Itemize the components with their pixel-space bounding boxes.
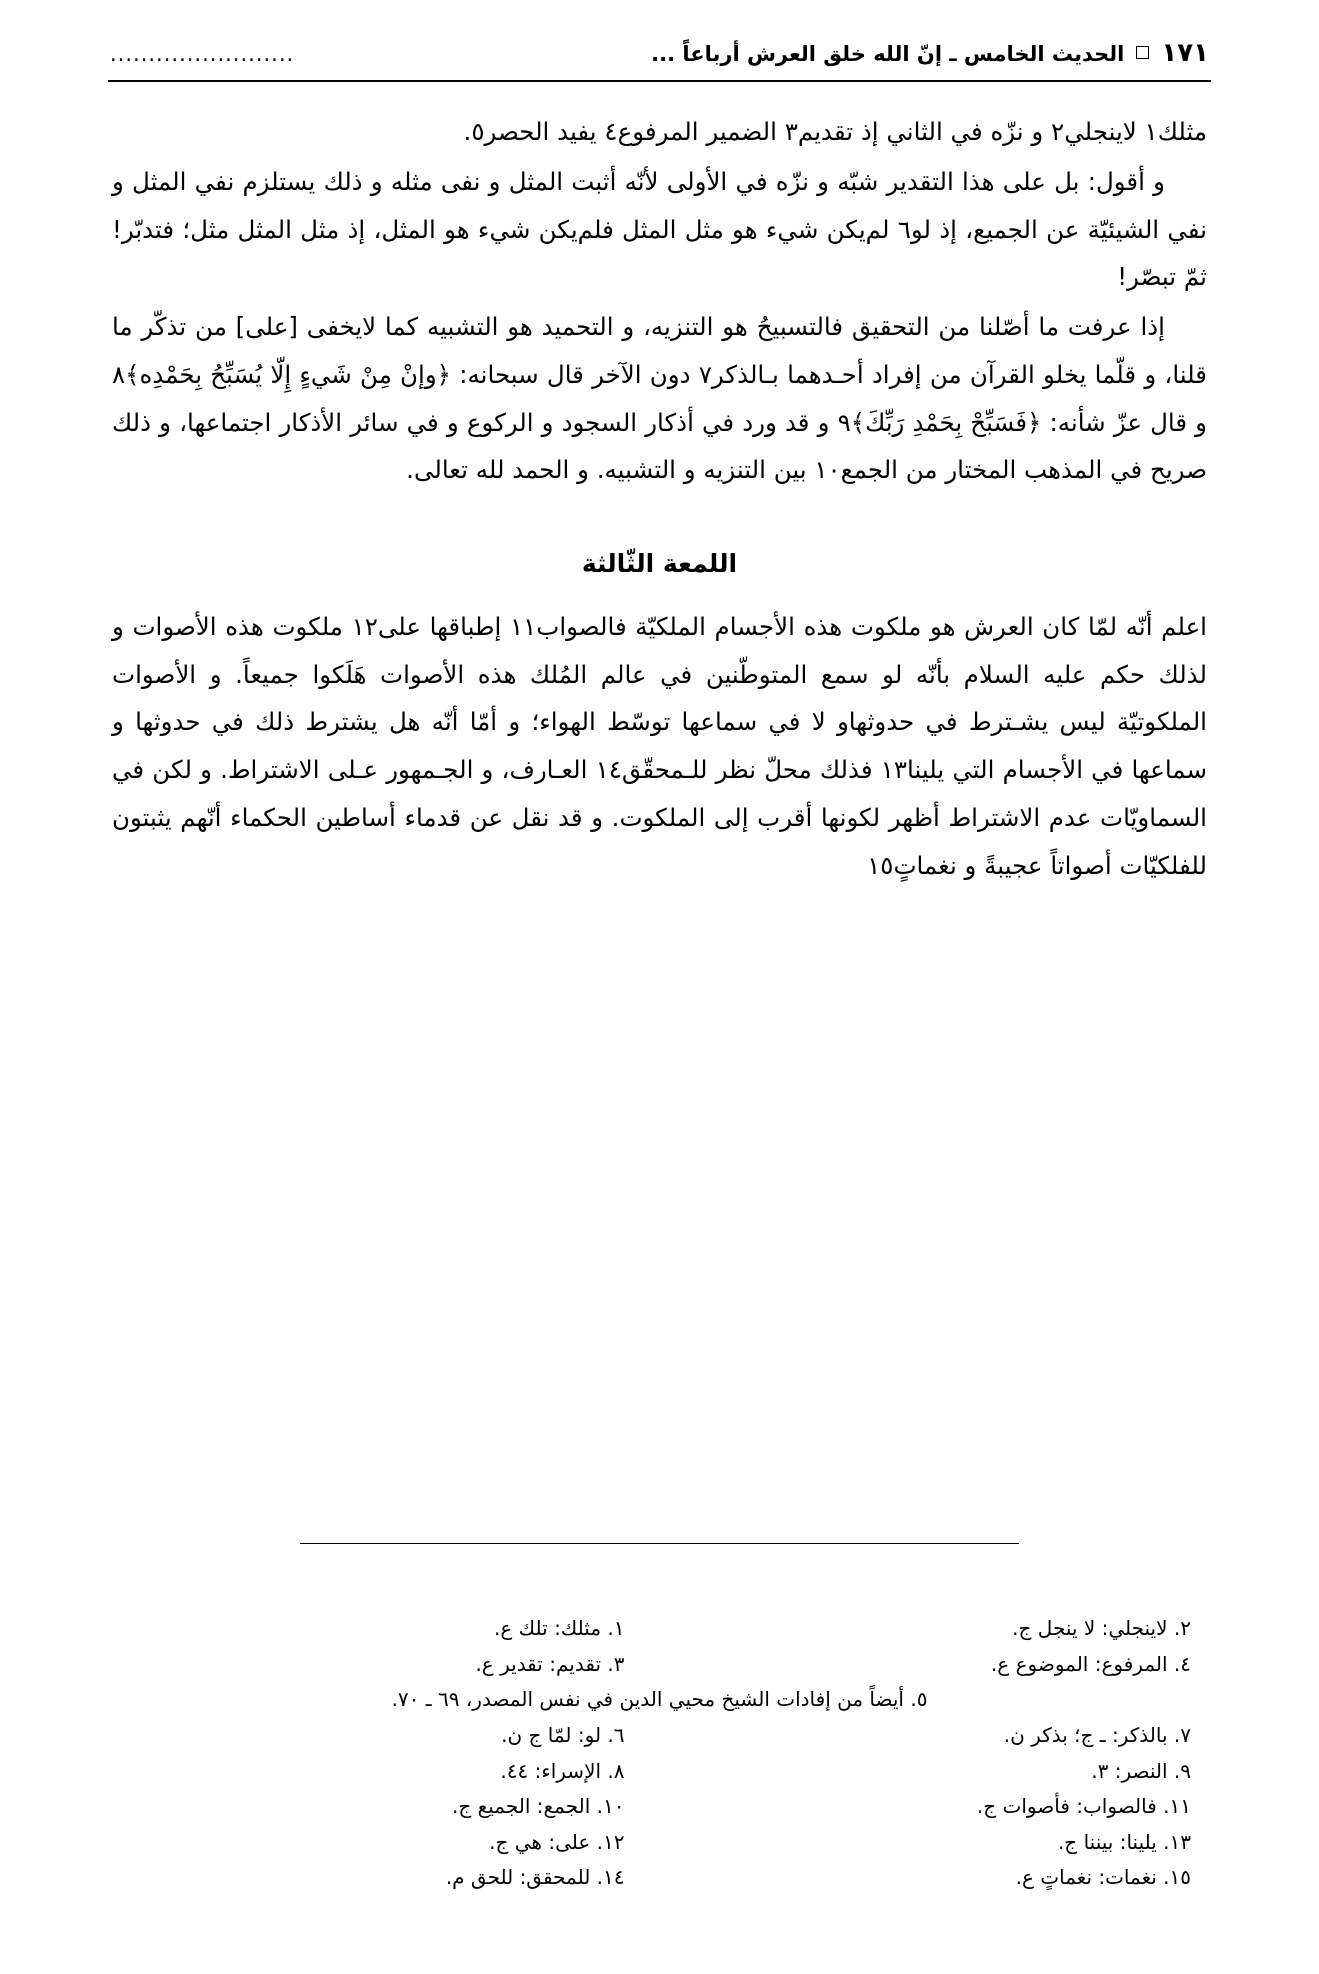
footnote-item: ٢. لاينجلي: لا ينجل ج. [1012, 1616, 1191, 1641]
header-divider [108, 80, 1211, 82]
footnote-item: ٧. بالذكر: ـ ج؛ بذكر ن. [1003, 1723, 1191, 1748]
section-paragraph-1: اعلم أنّه لمّا كان العرش هو ملكوت هذه الأجسام الملكيّة فالصواب١١ إطباقها على١٢ ملكوت هذه الأصوات و لذلك حكم عليه السلام بأنّه لو سمع المتوطّنين في عالم المُلك هذه الأصوات هَلَكوا جميعاً. و الأصوات الملكوتيّة ليس يشـترط في حدوثها‌و لا في سماعها توسّط الهواء؛ و أمّا أنّه هل يشترط ذلك في حدوثها و سماعها في الأجسام التي يلينا١٣ فذلك محلّ نظر للـمحقّق١٤ العـارف، و الجـمهور عـلى الاشتراط. و لكن في السماويّات عدم الاشتراط أظهر لكونها أقرب إلى الملكوت. و قد نقل عن قدماء أساطين الحكماء أنّهم يثبتون للفلكيّات أصواتاً عجيبةً و نغماتٍ١٥ [112, 611, 1208, 880]
square-bullet-icon [1136, 46, 1149, 59]
footnote-row [120, 1682, 1199, 1718]
page-header [110, 38, 1209, 68]
footnote-row [120, 1860, 1199, 1896]
footnote-item: ١٠. الجمع: الجميع ج. [452, 1794, 625, 1819]
footnote-item: ٥. أيضاً من إفادات الشيخ محيي الدين في نفس المصدر، ٦٩ ـ ٧٠. [391, 1687, 928, 1712]
paragraph-1: مثلك١ لاينجلي٢ و نزّه في الثاني إذ تقديم٣ الضمير المرفوع٤ يفيد الحصر٥. [463, 117, 1207, 146]
footnote-row [120, 1718, 1199, 1754]
footnote-item: ١٢. على: هي ج. [489, 1829, 625, 1854]
footnote-item: ١٥. نغمات: نغماتٍ ع. [1015, 1865, 1191, 1890]
footnote-list [120, 1611, 1199, 1896]
footnote-item: ٨. الإسراء: ٤٤. [500, 1758, 625, 1783]
footnote-item: ٦. لو: لمّا ج ن. [501, 1723, 625, 1748]
footnote-item: ٩. النصر: ٣. [1091, 1758, 1191, 1783]
footnote-item: ٤. المرفوع: الموضوع ع. [990, 1651, 1191, 1676]
header-dot-leader: ........................ [110, 42, 295, 66]
paragraph-2: و أقول: بل على هذا التقدير شبّه و نزّه في الأولى لأنّه أثبت المثل و نفى مثله و ذلك يستلزم نفي المثل و نفي الشيئيّة عن الجميع، إذ لو٦ لم‌يكن شيء هو مثل المثل فلم‌يكن شيء هو المثل، إذ مثل المثل مثل؛ فتدبّر! ثمّ تبصّر! [112, 166, 1207, 292]
paragraph-3: إذا عرفت ما أصّلنا من التحقيق فالتسبيحُ هو التنزيه، و التحميد هو التشبيه كما لايخفى [على] من تذكّر ما قلنا، و قلّما يخلو القرآن من إفراد أحـدهما بـالذكر٧ دون الآخر قال سبحانه: ﴿و‌إنْ مِنْ شَيءٍ إِلّا يُسَبِّحُ بِحَمْدِه﴾٨ و قال عزّ شأنه: ﴿فَسَبِّحْ بِحَمْدِ رَبِّكَ﴾٩ و قد ورد في أذكار السجود و الركوع و في سائر الأذكار اجتماعها، و ذلك صريح في المذهب المختار من الجمع١٠ بين التنزيه و التشبيه. و الحمد لله تعالى. [112, 312, 1207, 485]
footnote-item: ٣. تقديم: تقدير ع. [475, 1651, 625, 1676]
page-number: ١٧١ [1161, 38, 1209, 68]
footnote-item: ١. مثلك: تلك ع. [494, 1616, 625, 1641]
body-text [112, 108, 1207, 891]
footnote-row [120, 1789, 1199, 1825]
footnote-row [120, 1647, 1199, 1683]
footnote-row [120, 1754, 1199, 1790]
footnote-item: ١١. فالصواب: فأصوات ج. [976, 1794, 1191, 1819]
section-title: اللمعة الثّالثة [581, 549, 738, 579]
footnote-item: ١٣. يلينا: بيننا ج. [1057, 1829, 1191, 1854]
footnote-item: ١٤. للمحقق: للحق م. [445, 1865, 625, 1890]
footnote-row [120, 1611, 1199, 1647]
footnote-row [120, 1825, 1199, 1861]
running-head-title: الحديث الخامس ـ إنّ الله خلق العرش أرباعاً ... [651, 42, 1125, 66]
footnote-divider [300, 1543, 1019, 1544]
